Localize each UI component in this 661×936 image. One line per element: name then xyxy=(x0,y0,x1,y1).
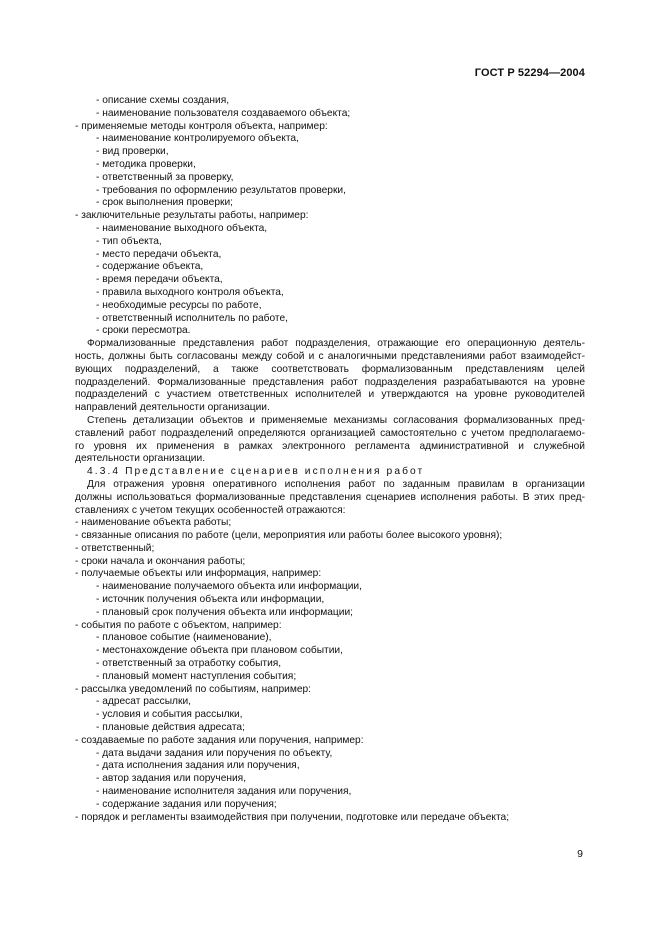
paragraph-line: Формализованные представления работ подразделения, отражающие его операционную деятель- xyxy=(87,338,585,350)
list-item: - плановые действия адресата; xyxy=(96,722,245,734)
list-item: - необходимые ресурсы по работе, xyxy=(96,299,262,311)
list-item: - применяемые методы контроля объекта, например: xyxy=(75,120,328,132)
list-item: - автор задания или поручения, xyxy=(96,773,247,785)
paragraph-line: Степень детализации объектов и применяемые механизмы согласования формализованных пред- xyxy=(87,414,585,426)
list-item: - плановый срок получения объекта или информации; xyxy=(96,606,353,618)
page-number: 9 xyxy=(577,848,583,860)
list-item: - наименование пользователя создаваемого объекта; xyxy=(96,107,351,119)
list-item: - ответственный за отработку события, xyxy=(96,658,282,670)
list-item: - наименование контролируемого объекта, xyxy=(96,133,299,145)
list-item: - местонахождение объекта при плановом событии, xyxy=(96,645,343,657)
list-item: - сроки пересмотра. xyxy=(96,325,191,337)
paragraph-line: должны использоваться формализованные представления сценариев исполнения работы. В этих пред- xyxy=(75,491,585,503)
list-item: - содержание объекта, xyxy=(96,261,204,273)
section-heading: 4.3.4 Представление сценариев исполнения работ xyxy=(87,466,425,478)
list-item: - дата исполнения задания или поручения, xyxy=(96,760,300,772)
list-item: - описание схемы создания, xyxy=(96,95,230,106)
list-item: - порядок и регламенты взаимодействия при получении, подготовке или передаче объекта; xyxy=(75,811,510,823)
list-item: - ответственный исполнитель по работе, xyxy=(96,312,288,324)
list-item: - получаемые объекты или информация, например: xyxy=(75,568,322,580)
list-item: - тип объекта, xyxy=(96,235,162,247)
paragraph-line: ставлениях с учетом текущих особенностей отражаются: xyxy=(75,504,346,516)
list-block-2 xyxy=(75,517,585,824)
list-item: - срок выполнения проверки; xyxy=(96,197,233,209)
list-item: - адресат рассылки, xyxy=(96,696,191,708)
list-item: - содержание задания или поручения; xyxy=(96,798,277,810)
paragraph-line: ность, должны быть согласованы между собой и с аналогичными представлениями работ взаимодейст- xyxy=(75,350,585,362)
list-item: - заключительные результаты работы, например: xyxy=(75,210,309,222)
list-item: - время передачи объекта, xyxy=(96,274,223,286)
paragraph-coordination xyxy=(75,338,585,415)
paragraph-detail-level xyxy=(75,415,585,466)
paragraph-line: направлений деятельности организации. xyxy=(75,402,270,414)
list-item: - условия и события рассылки, xyxy=(96,709,243,721)
list-item: - связанные описания по работе (цели, мероприятия или работы более высокого уровня); xyxy=(75,530,503,542)
list-item: - сроки начала и окончания работы; xyxy=(75,555,246,567)
list-item: - место передачи объекта, xyxy=(96,248,222,260)
paragraph-line: ставлений работ подразделений определяются организацией самостоятельно с учетом предполагаемо- xyxy=(75,427,585,439)
paragraph-line: Для отражения уровня оперативного исполнения работ по заданным правилам в организации xyxy=(87,478,585,490)
list-item: - правила выходного контроля объекта, xyxy=(96,286,284,298)
paragraph-line: го уровня их применения в рамках электронного регламента административной и служебной xyxy=(75,440,585,452)
list-item: - наименование объекта работы; xyxy=(75,517,232,529)
list-block-1 xyxy=(75,95,585,338)
paragraph-scenarios xyxy=(75,479,585,517)
list-item: - наименование исполнителя задания или поручения, xyxy=(96,786,352,798)
paragraph-line: вующих подразделений, а также соответствовать формализованным представлениям целей xyxy=(75,363,585,375)
list-item: - дата выдачи задания или поручения по объекту, xyxy=(96,747,333,759)
list-item: - источник получения объекта или информации, xyxy=(96,594,325,606)
list-item: - создаваемые по работе задания или поручения, например: xyxy=(75,734,364,746)
list-item: - плановое событие (наименование), xyxy=(96,632,272,644)
list-item: - наименование получаемого объекта или информации, xyxy=(96,581,362,593)
paragraph-line: подразделений с участием ответственных исполнителей и утверждаются на уровне руководителей xyxy=(75,389,585,401)
list-item: - методика проверки, xyxy=(96,158,196,170)
list-item: - ответственный за проверку, xyxy=(96,171,234,183)
paragraph-line: подразделений. Формализованные представления работ подразделения разрабатываются на уровне xyxy=(75,376,585,388)
list-item: - наименование выходного объекта, xyxy=(96,222,268,234)
list-item: - ответственный; xyxy=(75,542,155,554)
document-header: ГОСТ Р 52294—2004 xyxy=(474,67,585,79)
list-item: - требования по оформлению результатов проверки, xyxy=(96,184,346,196)
list-item: - плановый момент наступления события; xyxy=(96,670,297,682)
list-item: - события по работе с объектом, например: xyxy=(75,619,282,631)
page-content xyxy=(75,95,585,824)
list-item: - вид проверки, xyxy=(96,146,169,158)
paragraph-line: деятельности организации. xyxy=(75,453,206,465)
list-item: - рассылка уведомлений по событиям, например: xyxy=(75,683,311,695)
